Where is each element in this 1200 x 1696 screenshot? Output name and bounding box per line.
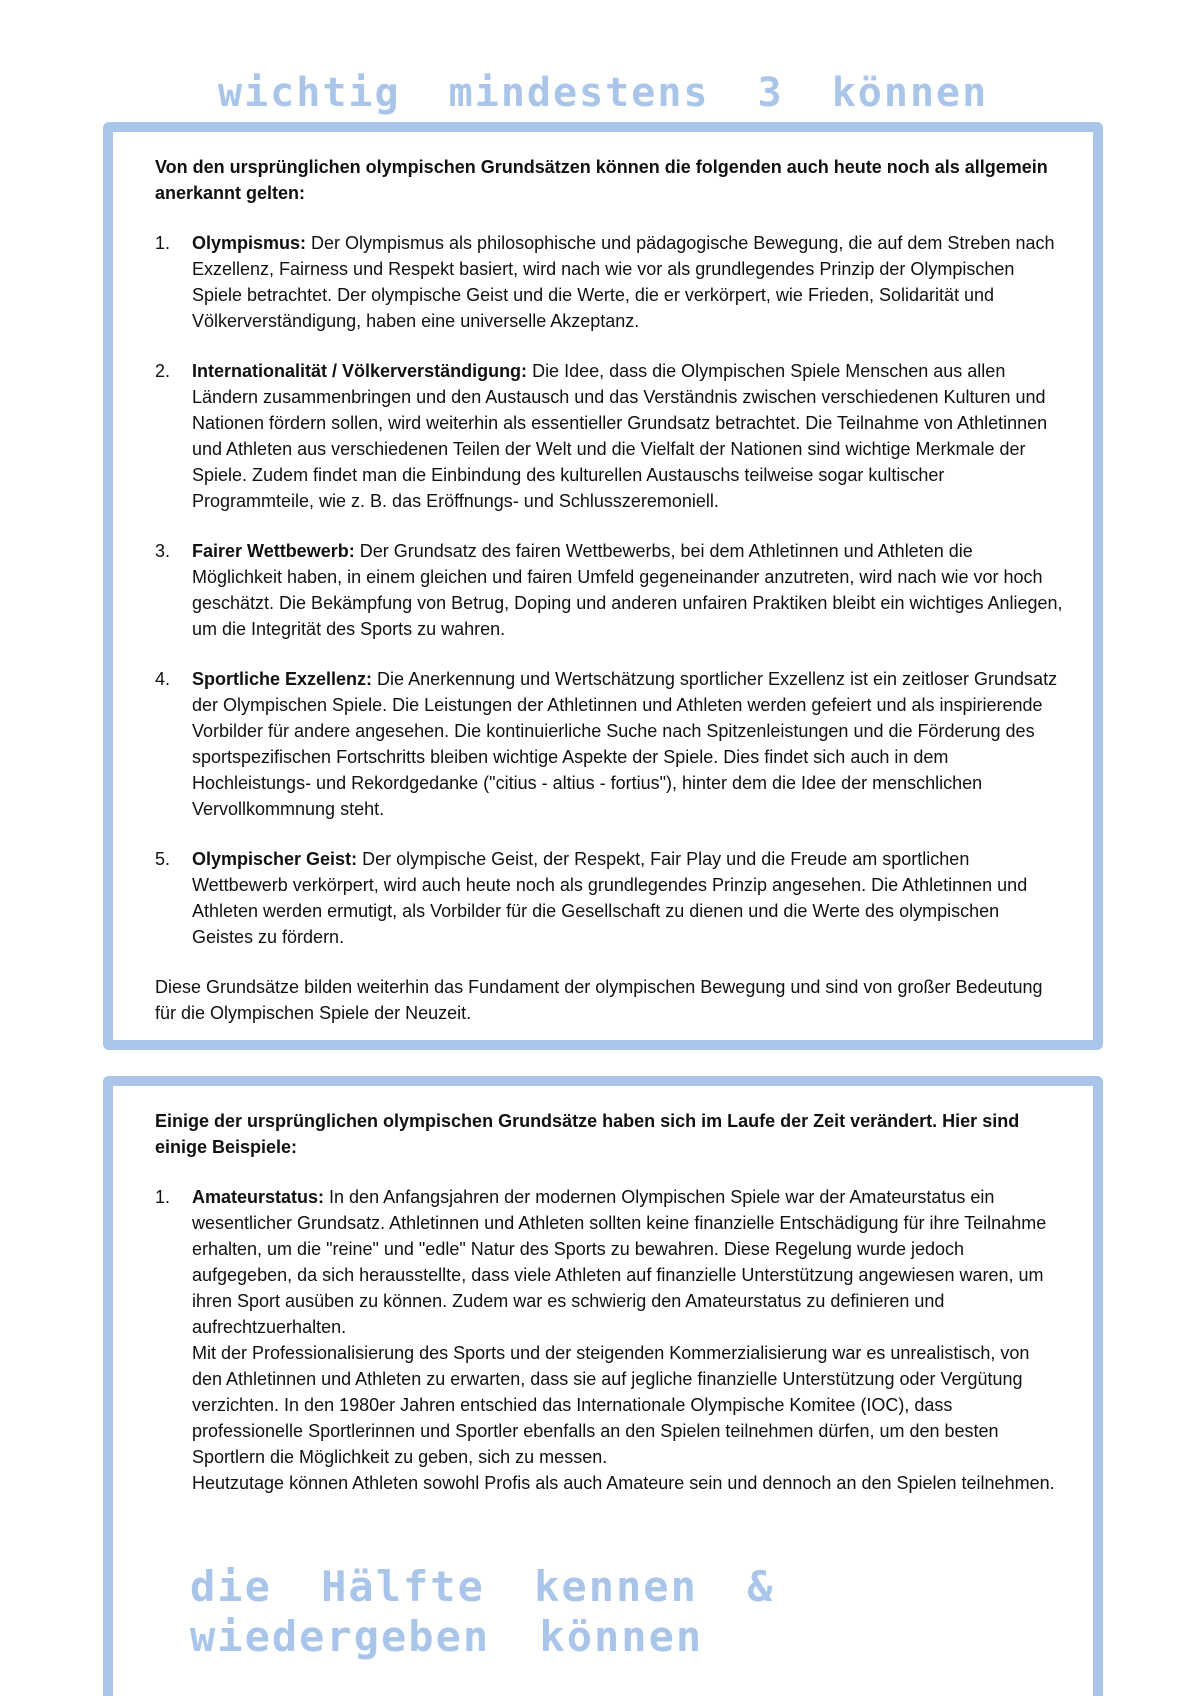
- list-item: [155, 846, 1063, 950]
- list-term: Sportliche Exzellenz:: [192, 669, 373, 689]
- list-item: [155, 1184, 1063, 1496]
- list-item: [155, 538, 1063, 642]
- list-number: 2.: [155, 361, 171, 381]
- section1-outro: Diese Grundsätze bilden weiterhin das Fundament der olympischen Bewegung und sind von großer Bedeutung für die Olympischen Spiele der Neuzeit.: [155, 977, 1043, 1023]
- list-paragraph: Mit der Professionalisierung des Sports und der steigenden Kommerzialisierung war es unrealistisch, von den Athletinnen und Athleten zu erwarten, dass sie auf jegliche finanzielle Unterstützung oder Vergütung verzichten. In den 1980er Jahren entschied das Internationale Olympische Komitee (IOC), dass professionelle Sportlerinnen und Sportler ebenfalls an den Spielen teilnehmen dürfen, um den besten Sportlern die Möglichkeit zu geben, sich zu messen.: [192, 1343, 1030, 1467]
- list-text: Der Grundsatz des fairen Wettbewerbs, bei dem Athletinnen und Athleten die Möglichkeit haben, in einem gleichen und fairen Umfeld gegeneinander anzutreten, wird nach wie vor hoch geschätzt. Die Bekämpfung von Betrug, Doping und anderen unfairen Praktiken bleibt ein wichtiges Anliegen, um die Integrität des Sports zu wahren.: [192, 541, 1063, 639]
- list-number: 1.: [155, 1187, 171, 1207]
- list-term: Amateurstatus:: [192, 1187, 325, 1207]
- list-item: [155, 358, 1063, 514]
- list-paragraph: Heutzutage können Athleten sowohl Profis als auch Amateure sein und dennoch an den Spielen teilnehmen.: [192, 1473, 1055, 1493]
- section1-list: [155, 230, 1063, 950]
- list-term: Fairer Wettbewerb:: [192, 541, 355, 561]
- box-changed-principles-content: [155, 1108, 1063, 1520]
- list-number: 5.: [155, 849, 171, 869]
- list-term: Olympischer Geist:: [192, 849, 358, 869]
- handwritten-note-top: wichtig mindestens 3 können: [218, 70, 989, 116]
- list-number: 1.: [155, 233, 171, 253]
- list-term: Olympismus:: [192, 233, 307, 253]
- section2-list: [155, 1184, 1063, 1496]
- section2-intro: Einige der ursprünglichen olympischen Grundsätze haben sich im Laufe der Zeit verändert. Hier sind einige Beispiele:: [155, 1111, 1020, 1157]
- handwritten-note-bottom: die Hälfte kennen & wiedergeben können: [190, 1562, 775, 1661]
- list-term: Internationalität / Völkerverständigung:: [192, 361, 528, 381]
- box-current-principles-content: [155, 154, 1063, 1026]
- list-text: Der Olympismus als philosophische und pädagogische Bewegung, die auf dem Streben nach Exzellenz, Fairness und Respekt basiert, wird nach wie vor als grundlegendes Prinzip der Olympischen Spiele betrachtet. Der olympische Geist und die Werte, die er verkörpert, wie Frieden, Solidarität und Völkerverständigung, haben eine universelle Akzeptanz.: [192, 233, 1055, 331]
- list-text: In den Anfangsjahren der modernen Olympischen Spiele war der Amateurstatus ein wesentlicher Grundsatz. Athletinnen und Athleten sollten keine finanzielle Entschädigung für ihre Teilnahme erhalten, um die "reine" und "edle" Natur des Sports zu bewahren. Diese Regelung wurde jedoch aufgegeben, da sich herausstellte, dass viele Athleten auf finanzielle Unterstützung angewiesen waren, um ihren Sport ausüben zu können. Zudem war es schwierig den Amateurstatus zu definieren und aufrechtzuerhalten.: [192, 1187, 1047, 1337]
- list-item: [155, 666, 1063, 822]
- section1-intro: Von den ursprünglichen olympischen Grundsätzen können die folgenden auch heute noch als allgemein anerkannt gelten:: [155, 157, 1048, 203]
- list-item: [155, 230, 1063, 334]
- list-text: Die Idee, dass die Olympischen Spiele Menschen aus allen Ländern zusammenbringen und den Austausch und das Verständnis zwischen verschiedenen Kulturen und Nationen fördern sollen, wird weiterhin als essentieller Grundsatz betrachtet. Die Teilnahme von Athletinnen und Athleten aus verschiedenen Teilen der Welt und die Vielfalt der Nationen sind wichtige Merkmale der Spiele. Zudem findet man die Einbindung des kulturellen Austauschs teilweise sogar kultischer Programmteile, wie z. B. das Eröffnungs- und Schlusszeremoniell.: [192, 361, 1048, 511]
- list-number: 3.: [155, 541, 171, 561]
- list-text: Die Anerkennung und Wertschätzung sportlicher Exzellenz ist ein zeitloser Grundsatz der Olympischen Spiele. Die Leistungen der Athletinnen und Athleten werden gefeiert und als inspirierende Vorbilder für andere angesehen. Die kontinuierliche Suche nach Spitzenleistungen und die Förderung des sportspezifischen Fortschritts bleiben wichtige Aspekte der Spiele. Dies findet sich auch in dem Hochleistungs- und Rekordgedanke ("citius - altius - fortius"), hinter dem die Idee der menschlichen Vervollkommnung steht.: [192, 669, 1058, 819]
- list-text: Der olympische Geist, der Respekt, Fair Play und die Freude am sportlichen Wettbewerb verkörpert, wird auch heute noch als grundlegendes Prinzip angesehen. Die Athletinnen und Athleten werden ermutigt, als Vorbilder für die Gesellschaft zu dienen und die Werte des olympischen Geistes zu fördern.: [192, 849, 1028, 947]
- list-number: 4.: [155, 669, 171, 689]
- box-current-principles: [103, 122, 1103, 1050]
